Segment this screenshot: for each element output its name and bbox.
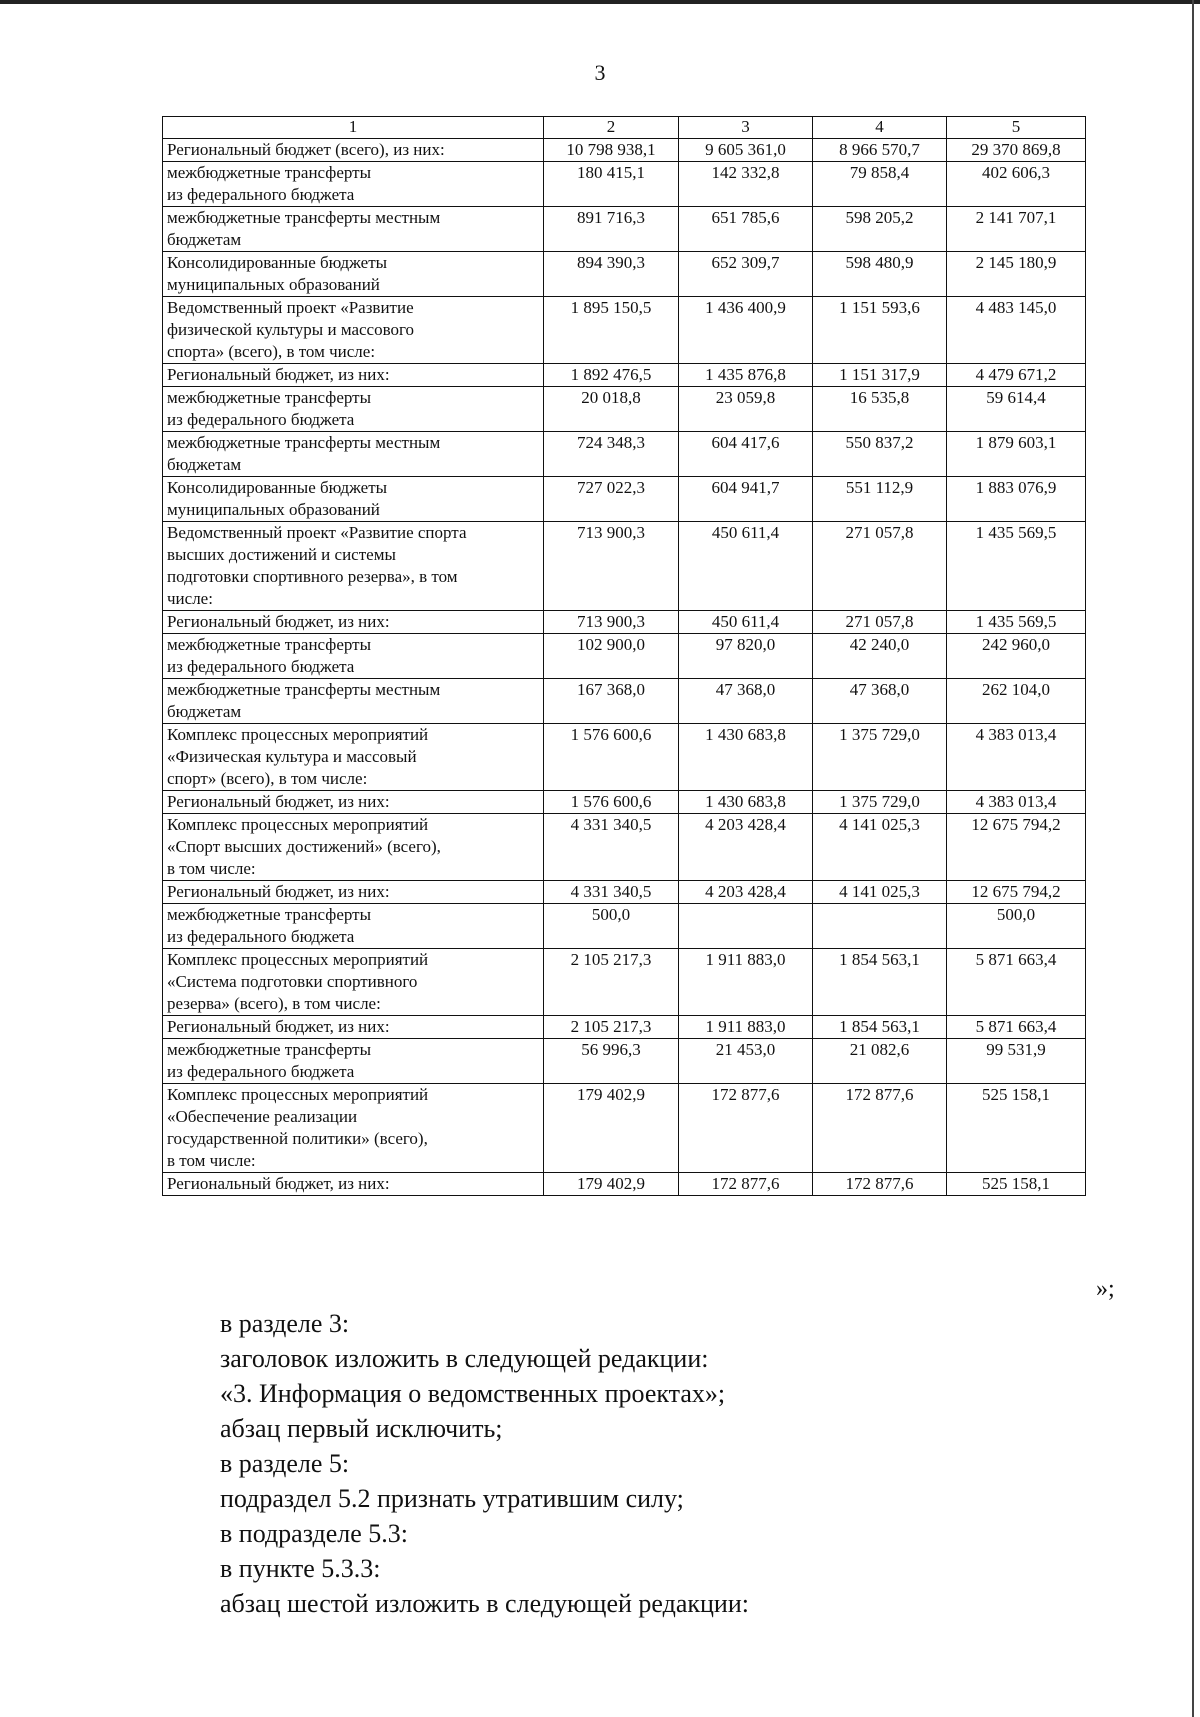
row-label: межбюджетные трансферты местным бюджетам <box>163 679 544 724</box>
row-value: 1 151 317,9 <box>813 364 947 387</box>
amendment-line: абзац первый исключить; <box>220 1414 503 1443</box>
row-value: 262 104,0 <box>947 679 1086 724</box>
row-value: 5 871 663,4 <box>947 949 1086 1016</box>
row-value: 713 900,3 <box>544 611 679 634</box>
row-value: 5 871 663,4 <box>947 1016 1086 1039</box>
row-value: 1 879 603,1 <box>947 432 1086 477</box>
row-value: 2 141 707,1 <box>947 207 1086 252</box>
table-row <box>163 1084 1086 1173</box>
row-value: 1 435 569,5 <box>947 522 1086 611</box>
column-header: 3 <box>679 117 813 139</box>
table-row <box>163 634 1086 679</box>
row-value: 97 820,0 <box>679 634 813 679</box>
row-value: 525 158,1 <box>947 1084 1086 1173</box>
row-value: 4 479 671,2 <box>947 364 1086 387</box>
row-value: 79 858,4 <box>813 162 947 207</box>
row-label: Региональный бюджет, из них: <box>163 881 544 904</box>
row-value: 29 370 869,8 <box>947 139 1086 162</box>
table-row <box>163 1016 1086 1039</box>
row-label: Комплекс процессных мероприятий «Физическая культура и массовый спорт» (всего), в том числе: <box>163 724 544 791</box>
row-value: 12 675 794,2 <box>947 881 1086 904</box>
row-value: 1 911 883,0 <box>679 949 813 1016</box>
table-row <box>163 881 1086 904</box>
row-label: Региональный бюджет, из них: <box>163 364 544 387</box>
row-value: 180 415,1 <box>544 162 679 207</box>
row-value: 1 375 729,0 <box>813 791 947 814</box>
row-value: 525 158,1 <box>947 1173 1086 1196</box>
row-value: 172 877,6 <box>679 1173 813 1196</box>
row-label: межбюджетные трансферты из федерального бюджета <box>163 904 544 949</box>
row-label: межбюджетные трансферты из федерального бюджета <box>163 162 544 207</box>
row-value: 713 900,3 <box>544 522 679 611</box>
row-value: 604 417,6 <box>679 432 813 477</box>
amendment-line: «3. Информация о ведомственных проектах»; <box>220 1379 726 1408</box>
table-row <box>163 724 1086 791</box>
row-value: 402 606,3 <box>947 162 1086 207</box>
row-value: 59 614,4 <box>947 387 1086 432</box>
amendment-line: заголовок изложить в следующей редакции: <box>220 1344 709 1373</box>
row-value: 894 390,3 <box>544 252 679 297</box>
row-value: 142 332,8 <box>679 162 813 207</box>
amendment-line: подраздел 5.2 признать утратившим силу; <box>220 1484 684 1513</box>
amendment-line: в разделе 3: <box>220 1309 350 1338</box>
row-value: 1 576 600,6 <box>544 724 679 791</box>
row-label: Консолидированные бюджеты муниципальных образований <box>163 252 544 297</box>
row-value: 1 435 876,8 <box>679 364 813 387</box>
row-value: 10 798 938,1 <box>544 139 679 162</box>
row-value: 598 205,2 <box>813 207 947 252</box>
table-row <box>163 791 1086 814</box>
table-row <box>163 679 1086 724</box>
table-body <box>163 139 1086 1196</box>
table-row <box>163 477 1086 522</box>
row-value: 4 383 013,4 <box>947 724 1086 791</box>
row-value: 1 436 400,9 <box>679 297 813 364</box>
row-label: межбюджетные трансферты местным бюджетам <box>163 432 544 477</box>
table-row <box>163 949 1086 1016</box>
row-value: 1 151 593,6 <box>813 297 947 364</box>
row-label: Комплекс процессных мероприятий «Система подготовки спортивного резерва» (всего), в том числе: <box>163 949 544 1016</box>
row-value: 651 785,6 <box>679 207 813 252</box>
page-number: 3 <box>594 60 606 85</box>
row-value: 242 960,0 <box>947 634 1086 679</box>
row-value: 604 941,7 <box>679 477 813 522</box>
row-label: Ведомственный проект «Развитие спорта высших достижений и системы подготовки спортивного резерва», в том числе: <box>163 522 544 611</box>
row-value: 56 996,3 <box>544 1039 679 1084</box>
row-value: 2 145 180,9 <box>947 252 1086 297</box>
row-value: 16 535,8 <box>813 387 947 432</box>
row-label: Региональный бюджет, из них: <box>163 611 544 634</box>
row-label: Консолидированные бюджеты муниципальных образований <box>163 477 544 522</box>
table-row <box>163 522 1086 611</box>
row-value: 21 082,6 <box>813 1039 947 1084</box>
row-value: 727 022,3 <box>544 477 679 522</box>
row-label: межбюджетные трансферты местным бюджетам <box>163 207 544 252</box>
row-value: 1 435 569,5 <box>947 611 1086 634</box>
row-value: 1 854 563,1 <box>813 1016 947 1039</box>
column-header: 1 <box>163 117 544 139</box>
row-value: 1 883 076,9 <box>947 477 1086 522</box>
table-row <box>163 904 1086 949</box>
row-label: Комплекс процессных мероприятий «Обеспечение реализации государственной политики» (всего), в том числе: <box>163 1084 544 1173</box>
row-value: 20 018,8 <box>544 387 679 432</box>
row-value: 4 331 340,5 <box>544 881 679 904</box>
row-label: Региональный бюджет, из них: <box>163 791 544 814</box>
top-border-line <box>0 0 1200 4</box>
row-value: 551 112,9 <box>813 477 947 522</box>
column-header: 4 <box>813 117 947 139</box>
row-value: 1 911 883,0 <box>679 1016 813 1039</box>
closing-quote: »; <box>1096 1276 1115 1302</box>
row-label: Региональный бюджет, из них: <box>163 1173 544 1196</box>
amendment-line: в подразделе 5.3: <box>220 1519 409 1548</box>
row-value: 2 105 217,3 <box>544 949 679 1016</box>
row-value: 500,0 <box>544 904 679 949</box>
row-value: 12 675 794,2 <box>947 814 1086 881</box>
row-value: 1 430 683,8 <box>679 791 813 814</box>
row-value <box>813 904 947 949</box>
row-value: 2 105 217,3 <box>544 1016 679 1039</box>
row-value: 271 057,8 <box>813 611 947 634</box>
row-label: Комплекс процессных мероприятий «Спорт высших достижений» (всего), в том числе: <box>163 814 544 881</box>
row-value: 21 453,0 <box>679 1039 813 1084</box>
row-value: 4 331 340,5 <box>544 814 679 881</box>
table-row <box>163 364 1086 387</box>
row-value: 4 203 428,4 <box>679 881 813 904</box>
table-row <box>163 207 1086 252</box>
row-value: 891 716,3 <box>544 207 679 252</box>
row-value: 172 877,6 <box>813 1084 947 1173</box>
row-value: 1 854 563,1 <box>813 949 947 1016</box>
column-header: 5 <box>947 117 1086 139</box>
row-value: 99 531,9 <box>947 1039 1086 1084</box>
table-row <box>163 1039 1086 1084</box>
amendment-text <box>220 1306 1120 1621</box>
table-row <box>163 1173 1086 1196</box>
row-label: межбюджетные трансферты из федерального бюджета <box>163 1039 544 1084</box>
row-value: 500,0 <box>947 904 1086 949</box>
row-value: 179 402,9 <box>544 1084 679 1173</box>
row-value: 1 895 150,5 <box>544 297 679 364</box>
row-value: 450 611,4 <box>679 522 813 611</box>
row-label: Ведомственный проект «Развитие физической культуры и массового спорта» (всего), в том числе: <box>163 297 544 364</box>
row-value: 8 966 570,7 <box>813 139 947 162</box>
budget-table <box>162 116 1086 1196</box>
table-row <box>163 297 1086 364</box>
row-value: 172 877,6 <box>679 1084 813 1173</box>
row-value: 598 480,9 <box>813 252 947 297</box>
row-value: 42 240,0 <box>813 634 947 679</box>
row-value: 4 383 013,4 <box>947 791 1086 814</box>
table-header-row <box>163 117 1086 139</box>
row-value: 450 611,4 <box>679 611 813 634</box>
amendment-line: в пункте 5.3.3: <box>220 1554 381 1583</box>
row-value: 172 877,6 <box>813 1173 947 1196</box>
table-row <box>163 611 1086 634</box>
row-label: Региональный бюджет (всего), из них: <box>163 139 544 162</box>
row-value: 652 309,7 <box>679 252 813 297</box>
row-label: межбюджетные трансферты из федерального бюджета <box>163 387 544 432</box>
table-row <box>163 814 1086 881</box>
row-label: межбюджетные трансферты из федерального бюджета <box>163 634 544 679</box>
column-header: 2 <box>544 117 679 139</box>
table-row <box>163 432 1086 477</box>
row-value: 4 141 025,3 <box>813 814 947 881</box>
row-value: 271 057,8 <box>813 522 947 611</box>
table-row <box>163 139 1086 162</box>
table-row <box>163 252 1086 297</box>
amendment-line: абзац шестой изложить в следующей редакции: <box>220 1589 749 1618</box>
row-value: 1 375 729,0 <box>813 724 947 791</box>
row-value: 4 141 025,3 <box>813 881 947 904</box>
amendment-line: в разделе 5: <box>220 1449 350 1478</box>
row-value: 1 576 600,6 <box>544 791 679 814</box>
row-value: 23 059,8 <box>679 387 813 432</box>
row-value: 4 203 428,4 <box>679 814 813 881</box>
row-value: 47 368,0 <box>679 679 813 724</box>
table-row <box>163 387 1086 432</box>
row-value: 102 900,0 <box>544 634 679 679</box>
row-label: Региональный бюджет, из них: <box>163 1016 544 1039</box>
row-value: 47 368,0 <box>813 679 947 724</box>
table-row <box>163 162 1086 207</box>
row-value: 179 402,9 <box>544 1173 679 1196</box>
row-value: 9 605 361,0 <box>679 139 813 162</box>
right-border-line <box>1192 0 1194 1717</box>
row-value: 1 892 476,5 <box>544 364 679 387</box>
row-value: 4 483 145,0 <box>947 297 1086 364</box>
row-value: 724 348,3 <box>544 432 679 477</box>
row-value: 167 368,0 <box>544 679 679 724</box>
row-value: 550 837,2 <box>813 432 947 477</box>
row-value: 1 430 683,8 <box>679 724 813 791</box>
row-value <box>679 904 813 949</box>
